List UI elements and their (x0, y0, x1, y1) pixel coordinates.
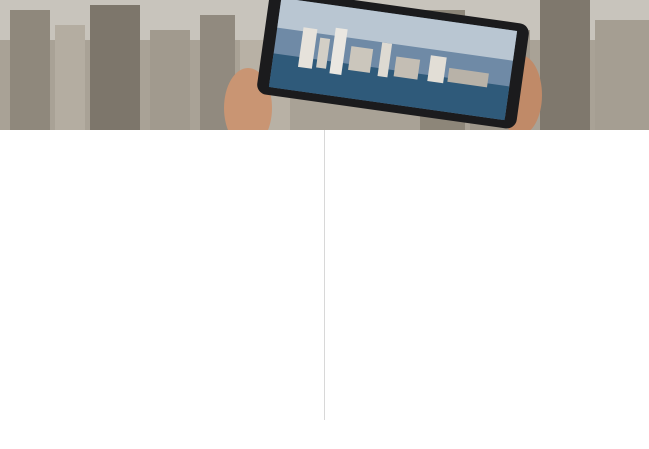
right-footer (631, 404, 639, 416)
page-gutter (324, 130, 325, 420)
hero-photo (0, 0, 649, 130)
cityscape-illustration (0, 0, 649, 130)
left-footer (10, 404, 18, 416)
